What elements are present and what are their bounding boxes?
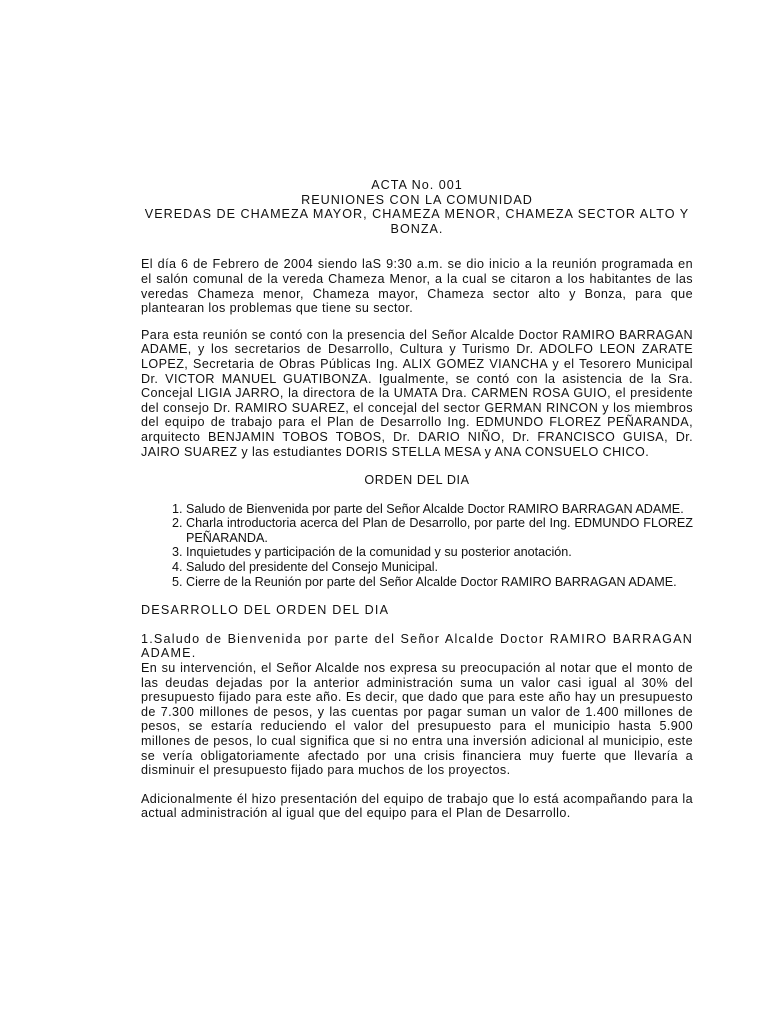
attendees-paragraph: Para esta reunión se contó con la presencia del Señor Alcalde Doctor RAMIRO BARRAGAN ADAME, y los secretarios de Desarrollo, Cultura y Turismo Dr. ADOLFO LEON ZARATE LOPEZ, Secretaria de Obras Públicas Ing. ALIX GOMEZ VIANCHA y el Tesorero Municipal Dr. VICTOR MANUEL GUATIBONZA. Igualmente, se contó con la asistencia de la Sra. Concejal LIGIA JARRO, la directora de la UMATA Dra. CARMEN ROSA GUIO, el presidente del consejo Dr. RAMIRO SUAREZ, el concejal del sector GERMAN RINCON y los miembros del equipo de trabajo para el Plan de Desarrollo Ing. EDMUNDO FLOREZ PEÑARANDA, arquitecto BENJAMIN TOBOS TOBOS, Dr. DARIO NIÑO, Dr. FRANCISCO GUISA, Dr. JAIRO SUAREZ y las estudiantes DORIS STELLA MESA y ANA CONSUELO CHICO.	[141, 327, 693, 459]
agenda-item: 3. Inquietudes y participación de la comunidad y su posterior anotación.	[186, 545, 693, 560]
development-title: DESARROLLO DEL ORDEN DEL DIA	[141, 603, 390, 618]
veredas-title: VEREDAS DE CHAMEZA MAYOR, CHAMEZA MENOR, CHAMEZA SECTOR ALTO Y BONZA.	[144, 207, 690, 236]
acta-number: ACTA No. 001	[371, 178, 463, 192]
development-item1-body: En su intervención, el Señor Alcalde nos expresa su preocupación al notar que el monto de las deudas dejadas por la anterior administración suma un valor casi igual al 30% del presupuesto fijado para este año. Es decir, que dado que para este año hay un presupuesto de 7.300 millones de pesos, y las cuentas por pagar suman un valor de 1.400 millones de pesos, se estaría reduciendo el valor del presupuesto para el municipio hasta 5.900 millones de pesos, lo cual significa que si no entra una inversión adicional al municipio, este se vería obligatoriamente afectado por una crisis financiera muy fuerte que llevaría a disminuir el presupuesto fijado para muchos de los proyectos.	[141, 661, 693, 778]
agenda-title: ORDEN DEL DIA	[364, 473, 470, 488]
document-heading	[141, 178, 693, 236]
intro-paragraph: El día 6 de Febrero de 2004 siendo laS 9:30 a.m. se dio inicio a la reunión programada en el salón comunal de la vereda Chameza Menor, a la cual se citaron a los habitantes de las veredas Chameza menor, Chameza mayor, Chameza sector alto y Bonza, para que plantearan los problemas que tiene su sector.	[141, 257, 693, 316]
development-item1-title: 1.Saludo de Bienvenida por parte del Señor Alcalde Doctor RAMIRO BARRAGAN ADAME.	[141, 631, 693, 661]
document-body	[141, 178, 693, 821]
agenda-item: 4. Saludo del presidente del Consejo Municipal.	[186, 560, 693, 575]
agenda-item: 2. Charla introductoria acerca del Plan de Desarrollo, por parte del Ing. EDMUNDO FLOREZ PEÑARANDA.	[186, 516, 693, 545]
meeting-title: REUNIONES CON LA COMUNIDAD	[301, 192, 533, 207]
agenda-item: 1. Saludo de Bienvenida por parte del Señor Alcalde Doctor RAMIRO BARRAGAN ADAME.	[186, 502, 693, 517]
closing-paragraph: Adicionalmente él hizo presentación del equipo de trabajo que lo está acompañando para la actual administración al igual que del equipo para el Plan de Desarrollo.	[141, 791, 693, 821]
agenda-list	[141, 502, 693, 590]
agenda-item: 5. Cierre de la Reunión por parte del Señor Alcalde Doctor RAMIRO BARRAGAN ADAME.	[186, 575, 693, 590]
